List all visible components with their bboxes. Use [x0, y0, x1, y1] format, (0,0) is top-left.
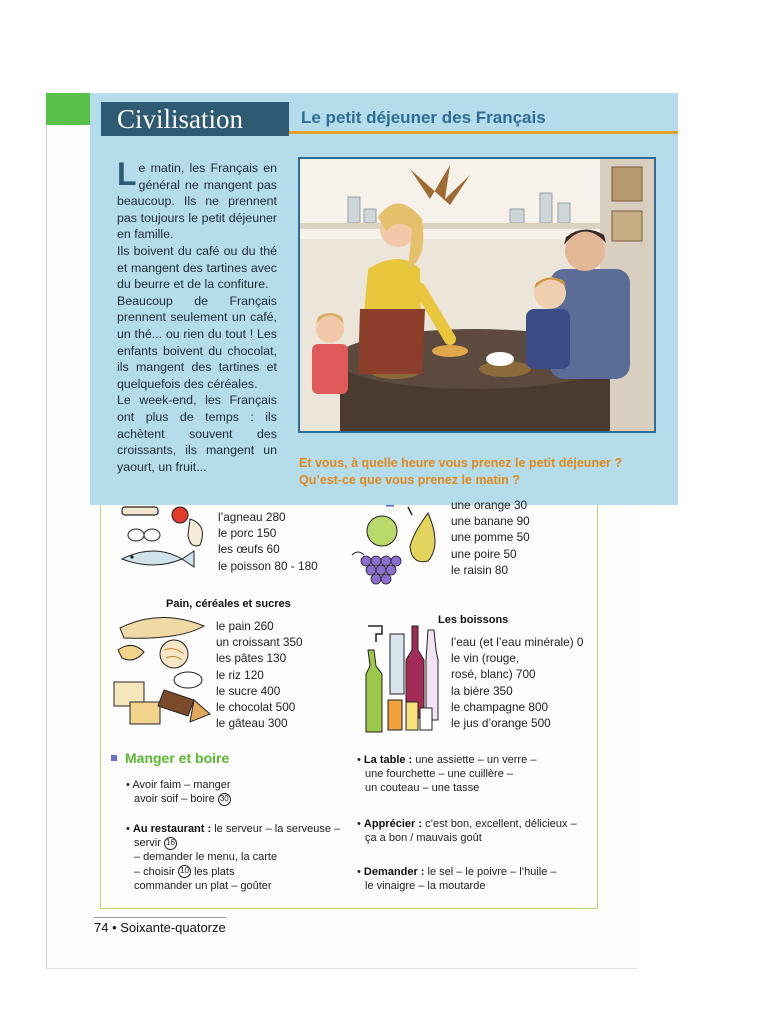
- breakfast-family-photo: [298, 157, 656, 433]
- vocab-avoir: • Avoir faim – manger avoir soif – boire 30: [126, 779, 231, 806]
- drinks-list: [451, 634, 583, 731]
- food-item: le sucre 400: [216, 683, 281, 698]
- food-item: le champagne 800: [451, 699, 549, 714]
- page-number: 74 • Soixante-quatorze: [94, 920, 226, 935]
- paragraph-4: Le week-end, les Français ont plus de temps : ils achètent souvent des croissants, ils mangent un yaourt, un fruit...: [117, 393, 277, 474]
- verb-ref-number: 30: [218, 793, 231, 806]
- food-item: l’eau (et l’eau minérale) 0: [451, 635, 584, 649]
- bread-category-title: Pain, céréales et sucres: [166, 598, 291, 610]
- civilisation-header: Civilisation: [101, 102, 289, 136]
- drinks-category-title: Les boissons: [438, 614, 509, 626]
- meat-list: [218, 509, 318, 574]
- food-item: le raisin 80: [451, 562, 509, 577]
- drinks-illustration: [360, 620, 446, 741]
- food-item: une poire 50: [451, 546, 517, 561]
- vocab-restaurant: • Au restaurant : le serveur – la serveuse – servir 16 – demander le menu, la carte – choisir 10 les plats commander un plat – goûter: [126, 823, 341, 892]
- verb-ref-number: 10: [178, 865, 191, 878]
- food-item: le jus d’orange 500: [451, 716, 551, 731]
- drop-cap: L: [117, 156, 137, 192]
- discussion-questions: [299, 455, 669, 489]
- food-item: les pâtes 130: [216, 651, 287, 666]
- meat-fish-illustration: [116, 505, 212, 578]
- food-item: le riz 120: [216, 667, 264, 682]
- food-item: le poisson 80 - 180: [218, 558, 318, 573]
- food-item: rosé, blanc) 700: [451, 667, 536, 682]
- chapter-tab: [46, 93, 90, 125]
- fruit-list: [451, 497, 530, 578]
- vocab-apprecier: • Apprécier : c’est bon, excellent, délicieux – ça a bon / mauvais goût: [357, 818, 577, 845]
- food-item: l’agneau 280: [218, 510, 286, 524]
- food-item: une pomme 50: [451, 530, 530, 545]
- food-item: le pain 260: [216, 619, 274, 633]
- paragraph-1: Le matin, les Français en général ne mangent pas beaucoup. Ils ne prennent pas toujours le petit déjeuner en famille.: [117, 156, 277, 242]
- food-item: la bière 350: [451, 683, 513, 698]
- header-rule: [289, 131, 678, 134]
- civilisation-subtitle: Le petit déjeuner des Français: [301, 108, 546, 127]
- food-item: une banane 90: [451, 514, 530, 529]
- food-item: un croissant 350: [216, 635, 303, 650]
- fruit-illustration: [348, 505, 444, 594]
- food-item: une orange 30: [451, 498, 528, 512]
- footer-rule: [94, 917, 226, 918]
- verb-ref-number: 16: [164, 837, 177, 850]
- food-item: le vin (rouge,: [451, 651, 520, 666]
- food-item: le chocolat 500: [216, 700, 296, 715]
- food-item: le porc 150: [218, 526, 277, 541]
- civilisation-text: [117, 156, 277, 475]
- bread-illustration: [110, 610, 216, 737]
- question-2: Qu’est-ce que vous prenez le matin ?: [299, 473, 520, 487]
- vocab-demander: • Demander : le sel – le poivre – l’huile – le vinaigre – la moutarde: [357, 866, 557, 893]
- manger-boire-heading: Manger et boire: [125, 750, 230, 766]
- question-1: Et vous, à quelle heure vous prenez le petit déjeuner ?: [299, 456, 622, 470]
- paragraph-2: Ils boivent du café ou du thé et mangent des tartines avec du beurre et de la confiture.: [117, 243, 277, 292]
- paragraph-3: Beaucoup de Français prennent seulement un café, un thé... ou rien du tout ! Les enfants boivent du chocolat, ils mangent des tartines et quelquefois des céréales.: [117, 293, 277, 391]
- food-item: le gâteau 300: [216, 716, 288, 731]
- bread-list: [216, 618, 303, 731]
- food-item: les œufs 60: [218, 542, 280, 557]
- vocab-table: • La table : une assiette – un verre – une fourchette – une cuillère – un couteau – une tasse: [357, 754, 537, 795]
